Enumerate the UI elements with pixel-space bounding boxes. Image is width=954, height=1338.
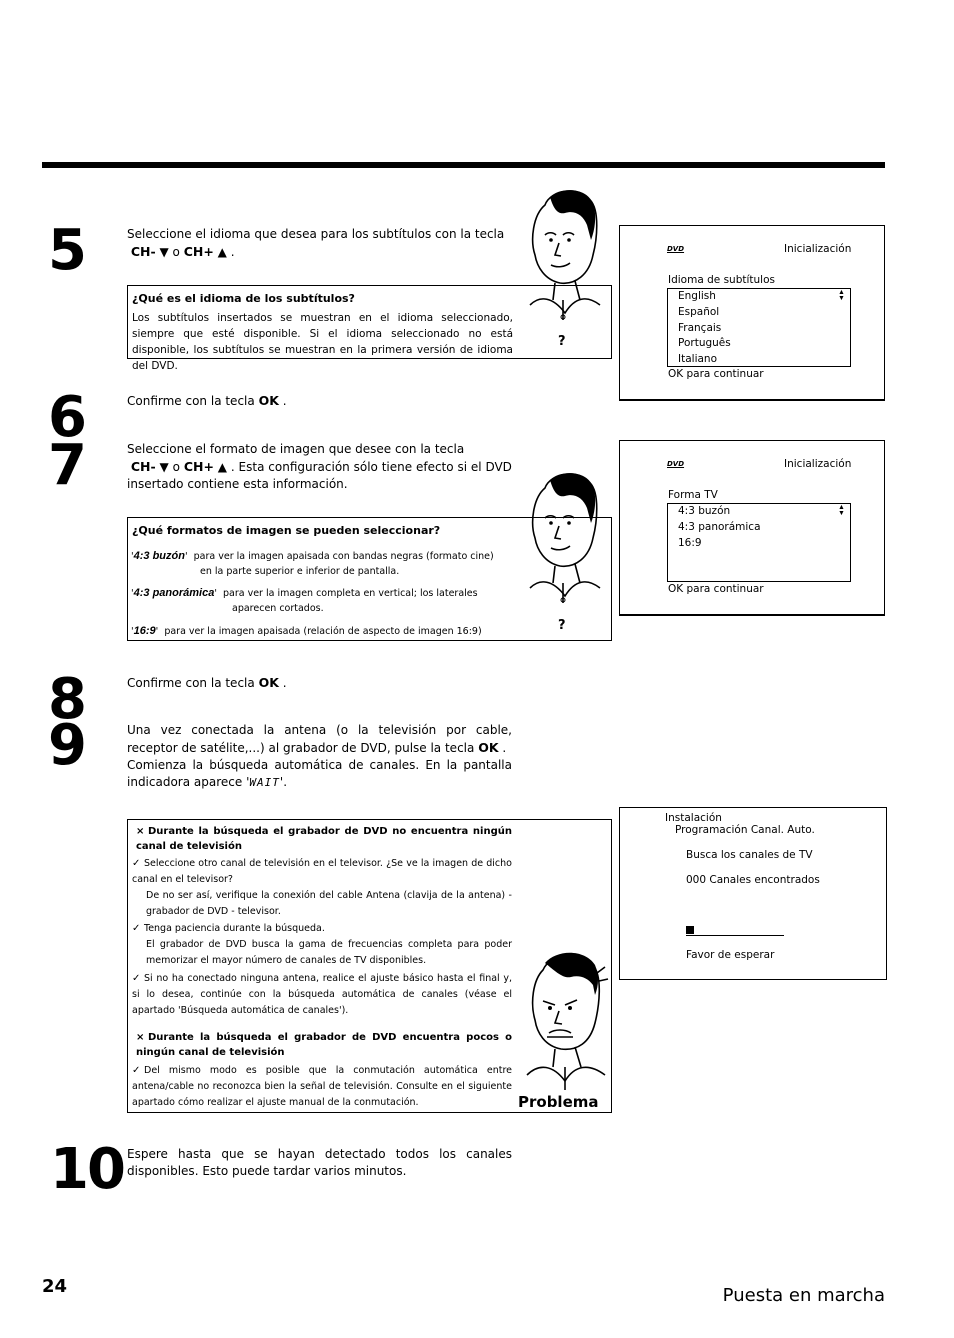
screen-label: Idioma de subtítulos: [668, 274, 775, 286]
check-icon: ✓: [132, 973, 141, 984]
cross-icon: ×: [136, 826, 145, 837]
install-status: Busca los canales de TV: [686, 849, 813, 861]
list-item[interactable]: Français: [678, 322, 722, 334]
dvd-logo-icon: DVD: [667, 460, 685, 468]
arrow-up-icon: ▲: [217, 460, 228, 474]
list-item[interactable]: 4:3 panorámica: [678, 521, 761, 533]
step-number-10: 10: [50, 1137, 124, 1202]
problem-tip-2: ✓ Tenga paciencia durante la búsqueda. El grabador de DVD busca la gama de frecuencias completa para poder memorizar el mayor número de canales de TV disponibles.: [132, 923, 512, 966]
progress-bar: [686, 925, 784, 936]
arrow-up-icon: ▲: [217, 245, 227, 259]
problem-label: Problema: [518, 1093, 599, 1111]
format-option-1: '4:3 buzón' para ver la imagen apaisada con bandas negras (formato cine): [131, 550, 494, 562]
problem-tip-4: ✓ Del mismo modo es posible que la conmutación automática entre antena/cable no reconozca bien la señal de televisión. Consulte en el siguiente apartado cómo realizar el ajuste manual de la conmutación.: [132, 1065, 512, 1108]
cross-icon: ×: [136, 1032, 145, 1043]
problem-heading-1: × Durante la búsqueda el grabador de DVD no encuentra ningún canal de televisión: [136, 826, 512, 852]
step-7-text: Seleccione el formato de imagen que desee con la tecla CH- ▼ o CH+ ▲ . Esta configuración sólo tiene efecto si el DVD insertado contiene esta información.: [127, 442, 512, 491]
display-wait-text: WAIT: [249, 776, 280, 789]
problem-tip-3: ✓ Si no ha conectado ninguna antena, realice el ajuste básico hasta el final y, si lo desea, continúe con la búsqueda automática de canales (véase el apartado 'Búsqueda automática de canales').: [132, 973, 512, 1016]
question-mark-icon: ?: [558, 618, 566, 633]
install-wait: Favor de esperar: [686, 949, 775, 961]
format-option-2: '4:3 panorámica' para ver la imagen completa en vertical; los laterales: [131, 587, 478, 599]
list-item[interactable]: 4:3 buzón: [678, 505, 731, 517]
check-icon: ✓: [132, 858, 141, 869]
step-number-9: 9: [48, 713, 85, 778]
step-number-7: 7: [48, 433, 85, 498]
step-number-8: 8: [48, 667, 85, 732]
step-5-text: Seleccione el idioma que desea para los subtítulos con la tecla CH- ▼ o CH+ ▲ .: [127, 227, 505, 259]
list-item[interactable]: Italiano: [678, 353, 717, 365]
section-title: Puesta en marcha: [722, 1285, 885, 1306]
thinking-man-icon: [515, 468, 605, 608]
screen-installation: [619, 807, 887, 980]
check-icon: ✓: [132, 1065, 141, 1076]
info-box-formats: ¿Qué formatos de imagen se pueden seleccionar? '4:3 buzón' para ver la imagen apaisada con bandas negras (formato cine) en la parte superior e inferior de pantalla. '4:3 panorámica' para ver la imagen completa en vertical; los laterales aparecen cortados. '16:9' para ver la imagen apaisada (relación de aspecto de imagen 16:9) ?: [127, 517, 612, 641]
thinking-man-icon: [515, 185, 605, 325]
step-6-text: Confirme con la tecla OK .: [127, 393, 287, 408]
screen-footer: OK para continuar: [668, 368, 764, 380]
problem-heading-2: × Durante la búsqueda el grabador de DVD encuentra pocos o ningún canal de televisión: [136, 1032, 512, 1058]
progress-fill: [686, 926, 694, 934]
scroll-arrows-icon: ▲ ▼: [838, 504, 845, 517]
info-box-title: ¿Qué es el idioma de los subtítulos?: [132, 292, 355, 305]
arrow-down-icon: ▼: [159, 460, 169, 474]
problem-tip-1: ✓ Seleccione otro canal de televisión en el televisor. ¿Se ve la imagen de dicho canal en el televisor? De no ser así, verifique la conexión del cable Antena (clavija de la antena) - grabador de DVD - televisor.: [132, 858, 512, 917]
step-9-text: Una vez conectada la antena (o la televisión por cable, receptor de satélite,...) al grabador de DVD, pulse la tecla OK . Comienza la búsqueda automática de canales. En la pantalla indicadora aparece 'WAIT'.: [127, 723, 512, 789]
info-box-title: ¿Qué formatos de imagen se pueden seleccionar?: [132, 524, 441, 537]
step-10-text: Espere hasta que se hayan detectado todos los canales disponibles. Esto puede tardar varios minutos.: [127, 1147, 512, 1178]
install-subtitle: Programación Canal. Auto.: [675, 824, 815, 836]
screen-subtitle-language: [619, 225, 885, 401]
dvd-logo-icon: DVD: [667, 245, 685, 253]
arrow-down-icon: ▼: [159, 245, 169, 259]
install-channel-count: 000 Canales encontrados: [686, 874, 820, 886]
step-number-6: 6: [48, 385, 85, 450]
top-rule: [42, 162, 885, 168]
page-number: 24: [42, 1276, 68, 1297]
subtitle-language-list[interactable]: [667, 288, 851, 367]
check-icon: ✓: [132, 923, 141, 934]
list-item[interactable]: 16:9: [678, 537, 702, 549]
info-box-text: Los subtítulos insertados se muestran en el idioma seleccionado, siempre que esté disponible. Si el idioma seleccionado no está disponible, los subtítulos se muestran en la primera versión de idioma del DVD.: [132, 312, 513, 372]
question-mark-icon: ?: [558, 334, 566, 349]
screen-tv-format: [619, 440, 885, 616]
list-item[interactable]: English: [678, 290, 716, 302]
step-number-5: 5: [48, 218, 85, 283]
screen-header: Inicialización: [784, 243, 852, 255]
tv-format-list[interactable]: [667, 503, 851, 582]
install-title: Instalación: [665, 812, 722, 824]
screen-label: Forma TV: [668, 489, 718, 501]
scroll-arrows-icon: ▲ ▼: [838, 289, 845, 302]
list-item[interactable]: Español: [678, 306, 720, 318]
screen-footer: OK para continuar: [668, 583, 764, 595]
format-option-3: '16:9' para ver la imagen apaisada (relación de aspecto de imagen 16:9): [131, 625, 482, 637]
list-item[interactable]: Português: [678, 337, 731, 349]
step-8-text: Confirme con la tecla OK .: [127, 675, 287, 690]
worried-man-icon: [515, 945, 610, 1095]
screen-header: Inicialización: [784, 458, 852, 470]
